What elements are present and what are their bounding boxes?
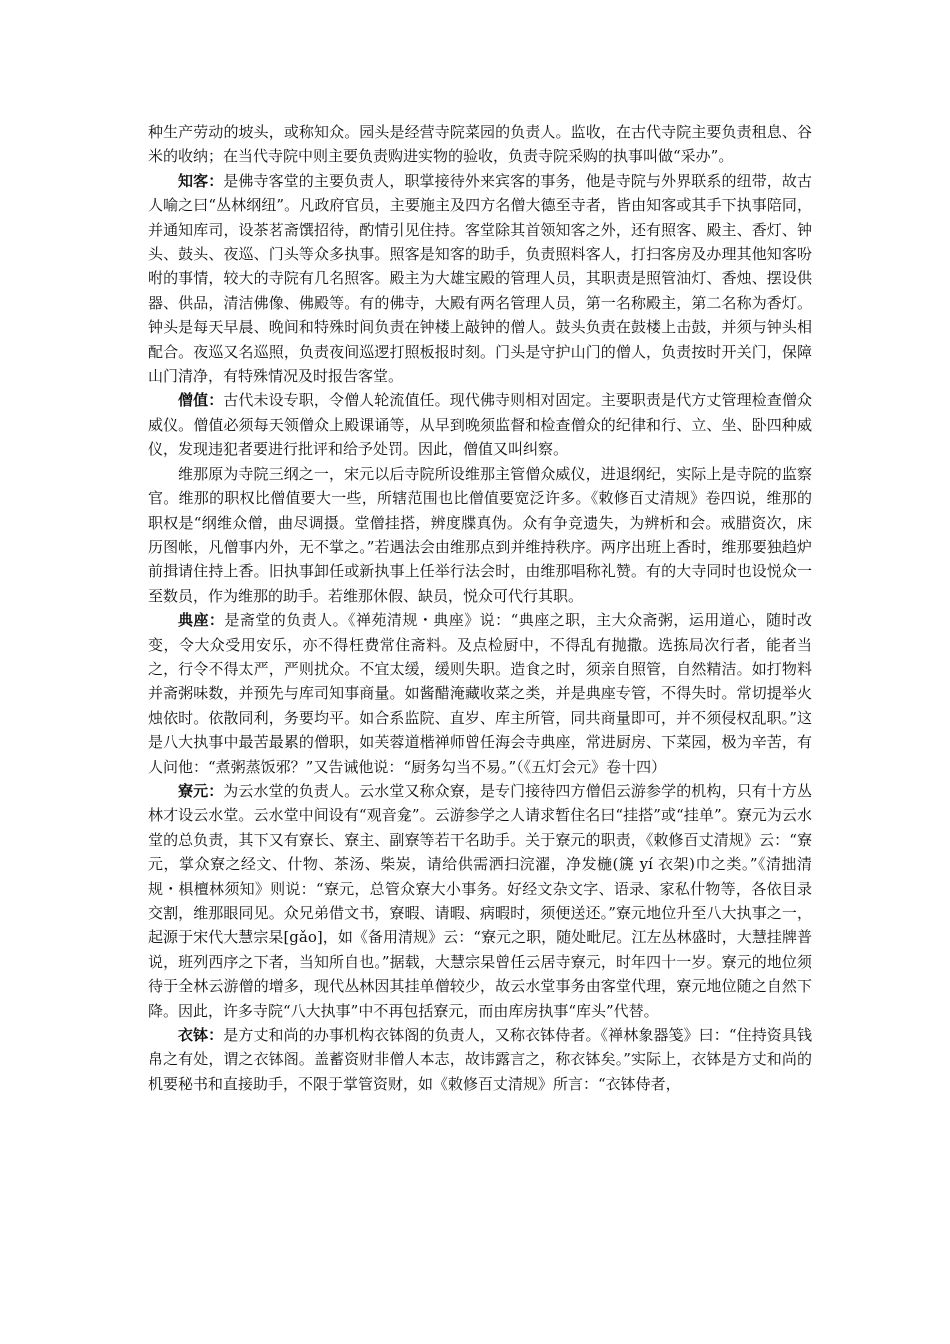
paragraph-yibo (148, 1023, 812, 1096)
paragraph-text: 是方丈和尚的办事机构衣钵阁的负责人，又称衣钵侍者。《禅林象器笺》曰：“住持资具钱帛之有处，谓之衣钵阁。盖蓄资财非僧人本志，故讳露言之，称衣钵矣。”实际上，衣钵是方丈和尚的机要秘书和直接助手，不限于掌管资财，如《敕修百丈清规》所言：“衣钵侍者， (148, 1026, 812, 1093)
paragraph-intro (148, 120, 812, 169)
term-label: 知客： (178, 171, 224, 190)
document-body (148, 120, 812, 1096)
paragraph-text: 古代未设专职，令僧人轮流值任。现代佛寺则相对固定。主要职责是代方丈管理检查僧众威仪。僧值必须每天领僧众上殿课诵等，从早到晚须监督和检查僧众的纪律和行、立、坐、卧四种威仪，发现违犯者要进行批评和给予处罚。因此，僧值又叫纠察。 (148, 391, 812, 459)
term-label: 衣钵： (178, 1026, 224, 1045)
term-label: 寮元： (178, 781, 224, 800)
term-label: 典座： (178, 611, 225, 630)
paragraph-weina (148, 462, 812, 608)
paragraph-text: 是斋堂的负责人。《禅苑清规・典座》说：“典座之职，主大众斋粥，运用道心，随时改变，令大众受用安乐，亦不得枉费常住斋料。及点检厨中，不得乱有抛撒。选拣局次行者，能者当之，行令不得太严，严则扰众。不宜太缓，缓则失职。造食之时，须亲自照管，自然精洁。如打物料并斋粥味数，并预先与库司知事商量。如酱醋淹藏收菜之类，并是典座专管，不得失时。常切提举火烛依时。依散同利，务要均平。如合系监院、直岁、库主所管，同共商量即可，并不须侵权乱职。”这是八大执事中最苦最累的僧职，如芙蓉道楷禅师曾任海会寺典座，常进厨房、下菜园，极为辛苦，有人问他：“煮粥蒸饭邪？”又告诫他说：“厨务勾当不易。”（《五灯会元》卷十四） (148, 611, 812, 776)
paragraph-sengzhi (148, 388, 812, 461)
paragraph-zhike (148, 169, 812, 389)
paragraph-text: 是佛寺客堂的主要负责人，职掌接待外来宾客的事务，他是寺院与外界联系的纽带，故古人喻之曰“丛林纲纽”。凡政府官员，主要施主及四方名僧大德至寺者，皆由知客或其手下执事陪同，并通知库司，设茶茗斋馔招待，酌情引见住持。客堂除其首领知客之外，还有照客、殿主、香灯、钟头、鼓头、夜巡、门头等众多执事。照客是知客的助手，负责照料客人，打扫客房及办理其他知客吩咐的事情，较大的寺院有几名照客。殿主为大雄宝殿的管理人员，其职责是照管油灯、香烛、摆设供器、供品，清洁佛像、佛殿等。有的佛寺，大殿有两名管理人员，第一名称殿主，第二名称为香灯。钟头是每天早晨、晚间和特殊时间负责在钟楼上敲钟的僧人。鼓头负责在鼓楼上击鼓，并须与钟头相配合。夜巡又名巡照，负责夜间巡逻打照板报时刻。门头是守护山门的僧人，负责按时开关门，保障山门清净，有特殊情况及时报告客堂。 (148, 171, 812, 386)
paragraph-dianzuo (148, 608, 812, 779)
paragraph-text: 种生产劳动的坡头，或称知众。园头是经营寺院菜园的负责人。监收，在古代寺院主要负责租息、谷米的收纳；在当代寺院中则主要负责购进实物的验收，负责寺院采购的执事叫做“采办”。 (148, 123, 812, 166)
paragraph-liaoyuan (148, 779, 812, 1023)
paragraph-text: 维那原为寺院三纲之一，宋元以后寺院所设维那主管僧众威仪，进退纲纪，实际上是寺院的监察官。维那的职权比僧值要大一些，所辖范围也比僧值要宽泛许多。《敕修百丈清规》卷四说，维那的职权是“纲维众僧，曲尽调摄。堂僧挂搭，辨度牒真伪。众有争竞遗失，为辨析和会。戒腊资次，床历图帐，凡僧事内外，无不掌之。”若遇法会由维那点到并维持秩序。两序出班上香时，维那要独趋炉前揖请住持上香。旧执事卸任或新执事上任举行法会时，由维那唱称礼赞。有的大寺同时也设悦众一至数员，作为维那的助手。若维那休假、缺员，悦众可代行其职。 (148, 464, 812, 605)
paragraph-text: 为云水堂的负责人。云水堂又称众寮，是专门接待四方僧侣云游参学的机构，只有十方丛林才设云水堂。云水堂中间设有“观音龛”。云游参学之人请求暂住名曰“挂搭”或“挂单”。寮元为云水堂的总负责，其下又有寮长、寮主、副寮等若干名助手。关于寮元的职责，《敕修百丈清规》云：“寮元，掌众寮之经文、什物、茶汤、柴炭，请给供需洒扫浣濯，净发椸(篪 yí 衣架)巾之类。”《清拙清规・椇檀林须知》则说：“寮元，总管众寮大小事务。好经文杂文字、语录、家私什物等，各依目录交割，维那眼同见。众兄弟借文书，寮暇、请暇、病暇时，须便送还。”寮元地位升至八大执事之一，起源于宋代大慧宗杲[gǎo]，如《备用清规》云：“寮元之职，随处毗尼。江左丛林盛时，大慧挂牌普说，班列西序之下者，当知所自也。”据载，大慧宗杲曾任云居寺寮元，时年四十一岁。寮元的地位须待于全林云游僧的增多，现代丛林因其挂单僧较少，故云水堂事务由客堂代理，寮元地位随之自然下降。因此，许多寺院“八大执事”中不再包括寮元，而由库房执事“库头”代替。 (148, 781, 812, 1020)
term-label: 僧值： (178, 391, 224, 410)
